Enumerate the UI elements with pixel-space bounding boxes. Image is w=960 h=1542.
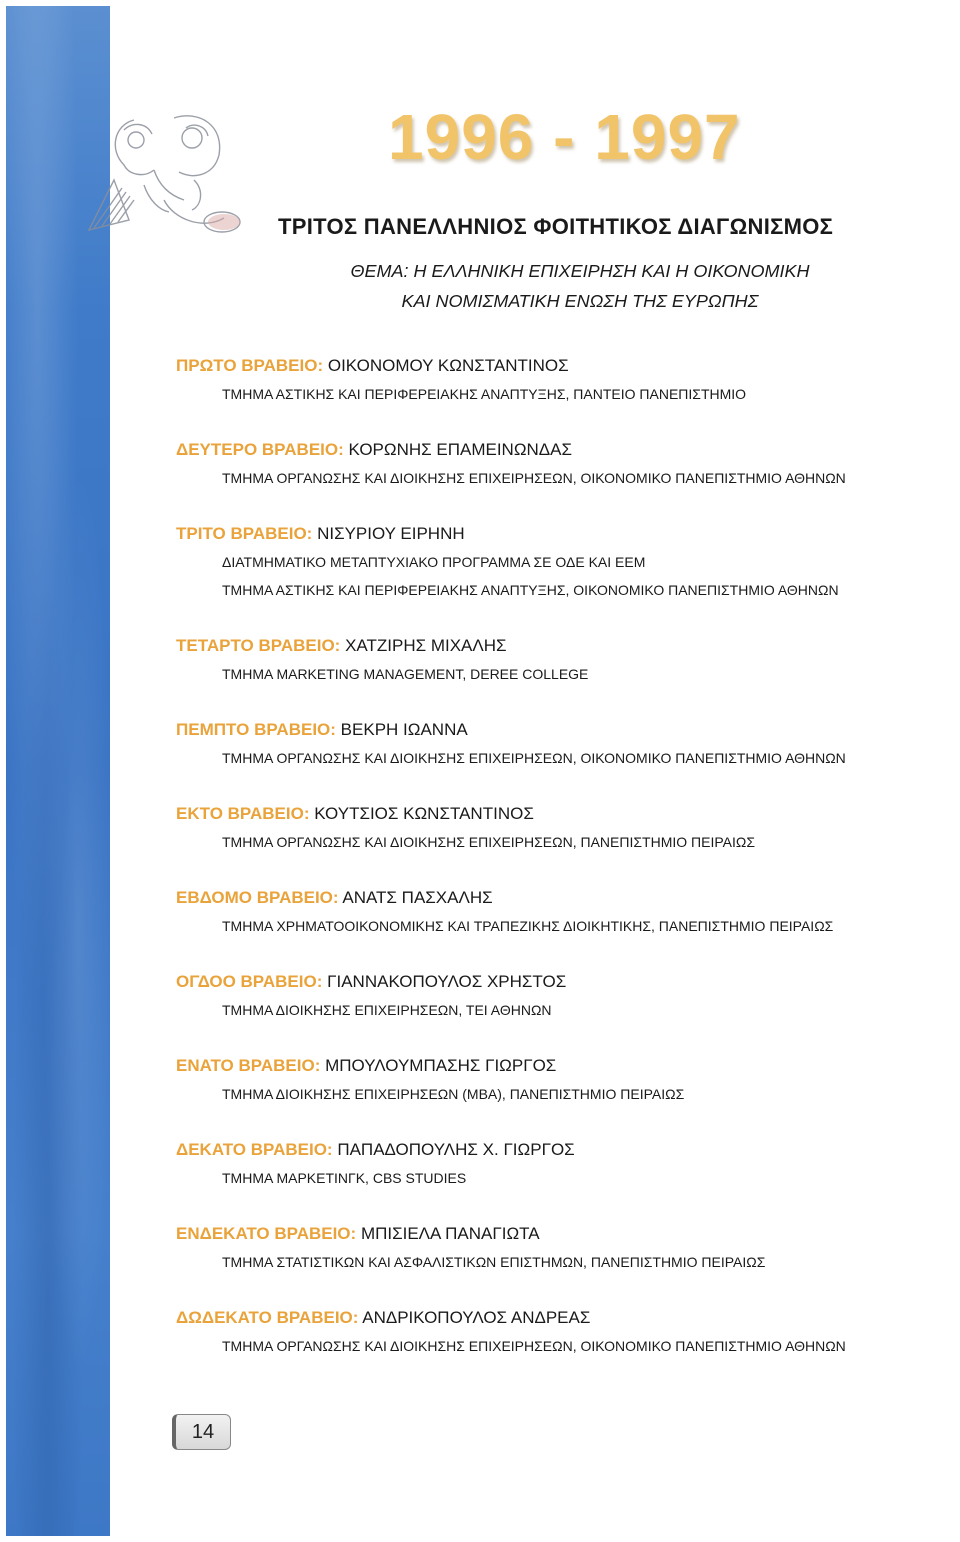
award-entry [176,884,960,940]
award-heading [176,1136,960,1164]
award-entry [176,352,960,408]
award-entry [176,436,960,492]
award-department: ΤΜΗΜΑ MARKETING MANAGEMENT, DEREE COLLEGE [222,666,589,682]
award-department: ΤΜΗΜΑ ΟΡΓΑΝΩΣΗΣ ΚΑΙ ΔΙΟΙΚΗΣΗΣ ΕΠΙΧΕΙΡΗΣΕΩΝ, ΠΑΝΕΠΙΣΤΗΜΙΟ ΠΕΙΡΑΙΩΣ [222,834,756,850]
award-heading [176,352,960,380]
award-winner-name: ΟΙΚΟΝΟΜΟΥ ΚΩΝΣΤΑΝΤΙΝΟΣ [327,356,569,375]
award-department: ΔΙΑΤΜΗΜΑΤΙΚΟ ΜΕΤΑΠΤΥΧΙΑΚΟ ΠΡΟΓΡΑΜΜΑ ΣΕ ΟΔΕ ΚΑΙ ΕΕΜ [222,554,646,570]
award-rank: ΤΡΙΤΟ ΒΡΑΒΕΙΟ: [176,524,313,543]
award-heading [176,1052,960,1080]
award-winner-name: ΚΟΥΤΣΙΟΣ ΚΩΝΣΤΑΝΤΙΝΟΣ [314,804,534,823]
award-winner-name: ΝΙΣΥΡΙΟΥ ΕΙΡΗΝΗ [317,524,465,543]
award-winner-name: ΑΝΔΡΙΚΟΠΟΥΛΟΣ ΑΝΔΡΕΑΣ [362,1308,591,1327]
award-department: ΤΜΗΜΑ ΔΙΟΙΚΗΣΗΣ ΕΠΙΧΕΙΡΗΣΕΩΝ, ΤΕΙ ΑΘΗΝΩΝ [222,1002,552,1018]
award-entry [176,1220,960,1276]
award-entry [176,632,960,688]
award-heading [176,632,960,660]
award-entry [176,968,960,1024]
award-heading [176,520,960,548]
award-rank: ΕΒΔΟΜΟ ΒΡΑΒΕΙΟ: [176,888,339,907]
award-rank: ΠΕΜΠΤΟ ΒΡΑΒΕΙΟ: [176,720,336,739]
awards-list [176,352,960,1360]
award-department: ΤΜΗΜΑ ΟΡΓΑΝΩΣΗΣ ΚΑΙ ΔΙΟΙΚΗΣΗΣ ΕΠΙΧΕΙΡΗΣΕΩΝ, ΟΙΚΟΝΟΜΙΚΟ ΠΑΝΕΠΙΣΤΗΜΙΟ ΑΘΗΝΩΝ [222,470,846,486]
owl-emblem-icon [74,100,254,250]
award-heading [176,800,960,828]
award-department: ΤΜΗΜΑ ΣΤΑΤΙΣΤΙΚΩΝ ΚΑΙ ΑΣΦΑΛΙΣΤΙΚΩΝ ΕΠΙΣΤΗΜΩΝ, ΠΑΝΕΠΙΣΤΗΜΙΟ ΠΕΙΡΑΙΩΣ [222,1254,766,1270]
award-winner-name: ΜΠΟΥΛΟΥΜΠΑΣΗΣ ΓΙΩΡΓΟΣ [325,1056,557,1075]
award-winner-name: ΠΑΠΑΔΟΠΟΥΛΗΣ Χ. ΓΙΩΡΓΟΣ [337,1140,575,1159]
award-winner-name: ΓΙΑΝΝΑΚΟΠΟΥΛΟΣ ΧΡΗΣΤΟΣ [327,972,567,991]
award-entry [176,800,960,856]
theme-block [300,256,860,316]
award-department: ΤΜΗΜΑ ΑΣΤΙΚΗΣ ΚΑΙ ΠΕΡΙΦΕΡΕΙΑΚΗΣ ΑΝΑΠΤΥΞΗΣ, ΠΑΝΤΕΙΟ ΠΑΝΕΠΙΣΤΗΜΙΟ [222,386,747,402]
page-number: 14 [172,1414,231,1450]
award-entry [176,1136,960,1192]
award-rank: ΔΩΔΕΚΑΤΟ ΒΡΑΒΕΙΟ: [176,1308,359,1327]
award-heading [176,1304,960,1332]
award-heading [176,884,960,912]
award-department: ΤΜΗΜΑ ΟΡΓΑΝΩΣΗΣ ΚΑΙ ΔΙΟΙΚΗΣΗΣ ΕΠΙΧΕΙΡΗΣΕΩΝ, ΟΙΚΟΝΟΜΙΚΟ ΠΑΝΕΠΙΣΤΗΜΙΟ ΑΘΗΝΩΝ [222,1338,846,1354]
theme-label: ΘΕΜΑ: [350,261,409,281]
award-department: ΤΜΗΜΑ ΟΡΓΑΝΩΣΗΣ ΚΑΙ ΔΙΟΙΚΗΣΗΣ ΕΠΙΧΕΙΡΗΣΕΩΝ, ΟΙΚΟΝΟΜΙΚΟ ΠΑΝΕΠΙΣΤΗΜΙΟ ΑΘΗΝΩΝ [222,750,846,766]
award-heading [176,968,960,996]
award-rank: ΔΕΚΑΤΟ ΒΡΑΒΕΙΟ: [176,1140,333,1159]
year-heading: 1996 - 1997 [388,101,741,173]
award-heading [176,436,960,464]
award-rank: ΤΕΤΑΡΤΟ ΒΡΑΒΕΙΟ: [176,636,341,655]
award-winner-name: ΑΝΑΤΣ ΠΑΣΧΑΛΗΣ [342,888,493,907]
award-winner-name: ΧΑΤΖΙΡΗΣ ΜΙΧΑΛΗΣ [345,636,507,655]
award-rank: ΕΚΤΟ ΒΡΑΒΕΙΟ: [176,804,310,823]
award-heading [176,716,960,744]
award-winner-name: ΚΟΡΩΝΗΣ ΕΠΑΜΕΙΝΩΝΔΑΣ [348,440,573,459]
award-rank: ΟΓΔΟΟ ΒΡΑΒΕΙΟ: [176,972,323,991]
contest-title: ΤΡΙΤΟΣ ΠΑΝΕΛΛΗΝΙΟΣ ΦΟΙΤΗΤΙΚΟΣ ΔΙΑΓΩΝΙΣΜΟΣ [278,214,834,239]
award-rank: ΔΕΥΤΕΡΟ ΒΡΑΒΕΙΟ: [176,440,344,459]
award-heading [176,1220,960,1248]
theme-line-2: ΚΑΙ ΝΟΜΙΣΜΑΤΙΚΗ ΕΝΩΣΗ ΤΗΣ ΕΥΡΩΠΗΣ [401,291,759,311]
award-entry [176,1304,960,1360]
award-winner-name: ΜΠΙΣΙΕΛΑ ΠΑΝΑΓΙΩΤΑ [360,1224,540,1243]
award-department: ΤΜΗΜΑ ΑΣΤΙΚΗΣ ΚΑΙ ΠΕΡΙΦΕΡΕΙΑΚΗΣ ΑΝΑΠΤΥΞΗΣ, ΟΙΚΟΝΟΜΙΚΟ ΠΑΝΕΠΙΣΤΗΜΙΟ ΑΘΗΝΩΝ [222,582,839,598]
award-entry [176,520,960,604]
theme-line-1: ΘΕΜΑ: Η ΕΛΛΗΝΙΚΗ ΕΠΙΧΕΙΡΗΣΗ ΚΑΙ Η ΟΙΚΟΝΟΜΙΚΗ [350,261,810,281]
award-rank: ΕΝΑΤΟ ΒΡΑΒΕΙΟ: [176,1056,321,1075]
award-department: ΤΜΗΜΑ ΧΡΗΜΑΤΟΟΙΚΟΝΟΜΙΚΗΣ ΚΑΙ ΤΡΑΠΕΖΙΚΗΣ ΔΙΟΙΚΗΤΙΚΗΣ, ΠΑΝΕΠΙΣΤΗΜΙΟ ΠΕΙΡΑΙΩΣ [222,918,834,934]
award-rank: ΕΝΔΕΚΑΤΟ ΒΡΑΒΕΙΟ: [176,1224,357,1243]
award-entry [176,716,960,772]
award-department: ΤΜΗΜΑ ΜΑΡΚΕΤΙΝΓΚ, CBS STUDIES [222,1170,467,1186]
award-winner-name: ΒΕΚΡΗ ΙΩΑΝΝΑ [340,720,468,739]
award-rank: ΠΡΩΤΟ ΒΡΑΒΕΙΟ: [176,356,324,375]
award-department: ΤΜΗΜΑ ΔΙΟΙΚΗΣΗΣ ΕΠΙΧΕΙΡΗΣΕΩΝ (ΜΒΑ), ΠΑΝΕΠΙΣΤΗΜΙΟ ΠΕΙΡΑΙΩΣ [222,1086,685,1102]
award-entry [176,1052,960,1108]
